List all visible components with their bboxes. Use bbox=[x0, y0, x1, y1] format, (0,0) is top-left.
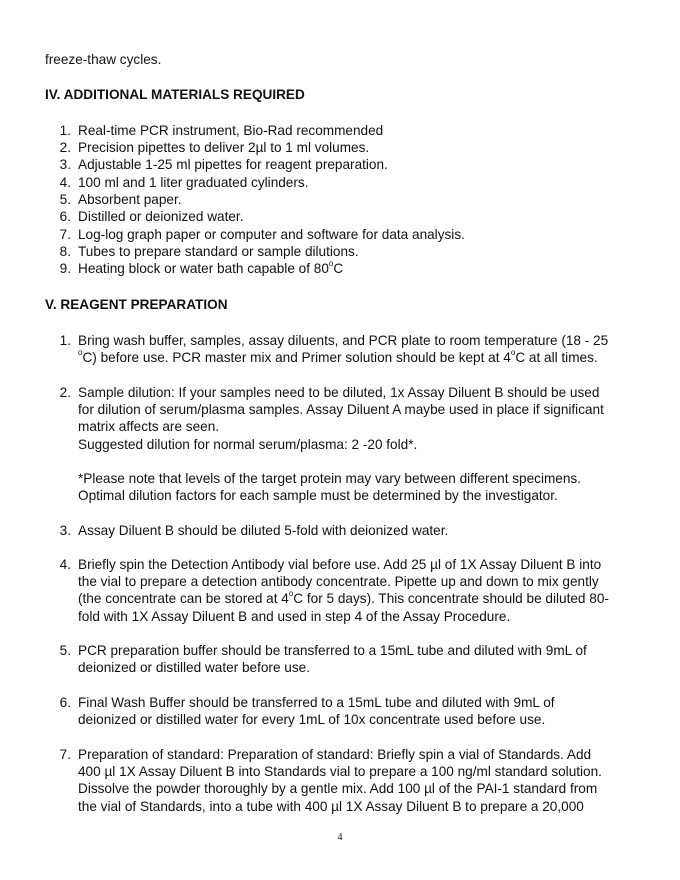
list-item: 100 ml and 1 liter graduated cylinders. bbox=[78, 175, 309, 190]
continuation-text: freeze-thaw cycles. bbox=[45, 52, 162, 67]
paragraph-line bbox=[78, 590, 609, 609]
paragraph-line: Assay Diluent B should be diluted 5-fold with deionized water. bbox=[78, 523, 449, 538]
list-number: 5. bbox=[59, 643, 71, 658]
paragraph-text: C) before use. PCR master mix and Primer solution should be kept at 4 bbox=[82, 350, 511, 365]
paragraph-line: deionized or distilled water for every 1mL of 10x concentrate used before use. bbox=[78, 712, 546, 727]
list-item: Adjustable 1-25 ml pipettes for reagent preparation. bbox=[78, 157, 388, 172]
paragraph-line: Briefly spin the Detection Antibody vial before use. Add 25 µl of 1X Assay Diluent B into bbox=[78, 557, 602, 572]
paragraph-line: Dissolve the powder thoroughly by a gentle mix. Add 100 µl of the PAI-1 standard from bbox=[78, 781, 598, 796]
section-v-heading: V. REAGENT PREPARATION bbox=[45, 297, 228, 312]
list-item: Absorbent paper. bbox=[78, 192, 182, 207]
paragraph-line: Bring wash buffer, samples, assay diluents, and PCR plate to room temperature (18 - 25 bbox=[78, 333, 609, 348]
degree-symbol: o bbox=[78, 348, 83, 357]
paragraph-line: the vial of Standards, into a tube with 400 µl 1X Assay Diluent B to prepare a 20,000 bbox=[78, 799, 584, 814]
list-number: 1. bbox=[59, 333, 71, 348]
list-number: 7. bbox=[59, 227, 71, 242]
paragraph-line bbox=[78, 349, 598, 368]
list-item-text: Heating block or water bath capable of 80 bbox=[78, 261, 329, 276]
list-item: Tubes to prepare standard or sample dilutions. bbox=[78, 244, 359, 259]
paragraph-text: C at all times. bbox=[515, 350, 598, 365]
degree-symbol: o bbox=[510, 348, 516, 357]
paragraph-line: matrix affects are seen. bbox=[78, 419, 220, 434]
note-line: Optimal dilution factors for each sample must be determined by the investigator. bbox=[78, 488, 558, 503]
section-iv-heading: IV. ADDITIONAL MATERIALS REQUIRED bbox=[45, 87, 305, 102]
list-number: 6. bbox=[59, 695, 71, 710]
list-item bbox=[78, 260, 343, 279]
paragraph-line: deionized or distilled water before use. bbox=[78, 660, 310, 675]
list-number: 5. bbox=[59, 192, 71, 207]
list-number: 9. bbox=[59, 261, 71, 276]
paragraph-line: Suggested dilution for normal serum/plasma: 2 -20 fold*. bbox=[78, 437, 418, 452]
list-number: 3. bbox=[59, 523, 71, 538]
paragraph-line: the vial to prepare a detection antibody concentrate. Pipette up and down to mix gently bbox=[78, 574, 599, 589]
list-item: Real-time PCR instrument, Bio-Rad recommended bbox=[78, 123, 384, 138]
paragraph-text: C for 5 days). This concentrate should be diluted 80- bbox=[293, 591, 609, 606]
note-line: *Please note that levels of the target protein may vary between different specimens. bbox=[78, 471, 582, 486]
page-number: 4 bbox=[337, 832, 343, 843]
list-number: 2. bbox=[59, 140, 71, 155]
paragraph-line: PCR preparation buffer should be transferred to a 15mL tube and diluted with 9mL of bbox=[78, 643, 587, 658]
paragraph-line: Sample dilution: If your samples need to be diluted, 1x Assay Diluent B should be used bbox=[78, 385, 600, 400]
list-item: Log-log graph paper or computer and software for data analysis. bbox=[78, 227, 465, 242]
list-number: 4. bbox=[59, 175, 71, 190]
paragraph-line: for dilution of serum/plasma samples. Assay Diluent A maybe used in place if significant bbox=[78, 402, 604, 417]
paragraph-text: (the concentrate can be stored at 4 bbox=[78, 591, 289, 606]
list-number: 7. bbox=[59, 747, 71, 762]
list-number: 2. bbox=[59, 385, 71, 400]
paragraph-line: fold with 1X Assay Diluent B and used in step 4 of the Assay Procedure. bbox=[78, 609, 511, 624]
paragraph-line: Preparation of standard: Preparation of standard: Briefly spin a vial of Standards. Add bbox=[78, 747, 592, 762]
list-number: 4. bbox=[59, 557, 71, 572]
list-number: 8. bbox=[59, 244, 71, 259]
list-item: Precision pipettes to deliver 2µl to 1 ml volumes. bbox=[78, 140, 370, 155]
list-item: Distilled or deionized water. bbox=[78, 209, 244, 224]
paragraph-line: 400 µl 1X Assay Diluent B into Standards vial to prepare a 100 ng/ml standard solution. bbox=[78, 764, 602, 779]
list-number: 3. bbox=[59, 157, 71, 172]
list-item-text: C bbox=[333, 261, 344, 276]
paragraph-line: Final Wash Buffer should be transferred to a 15mL tube and diluted with 9mL of bbox=[78, 695, 555, 710]
degree-symbol: o bbox=[328, 259, 334, 268]
list-number: 6. bbox=[59, 209, 71, 224]
degree-symbol: o bbox=[288, 589, 294, 598]
list-number: 1. bbox=[59, 123, 71, 138]
